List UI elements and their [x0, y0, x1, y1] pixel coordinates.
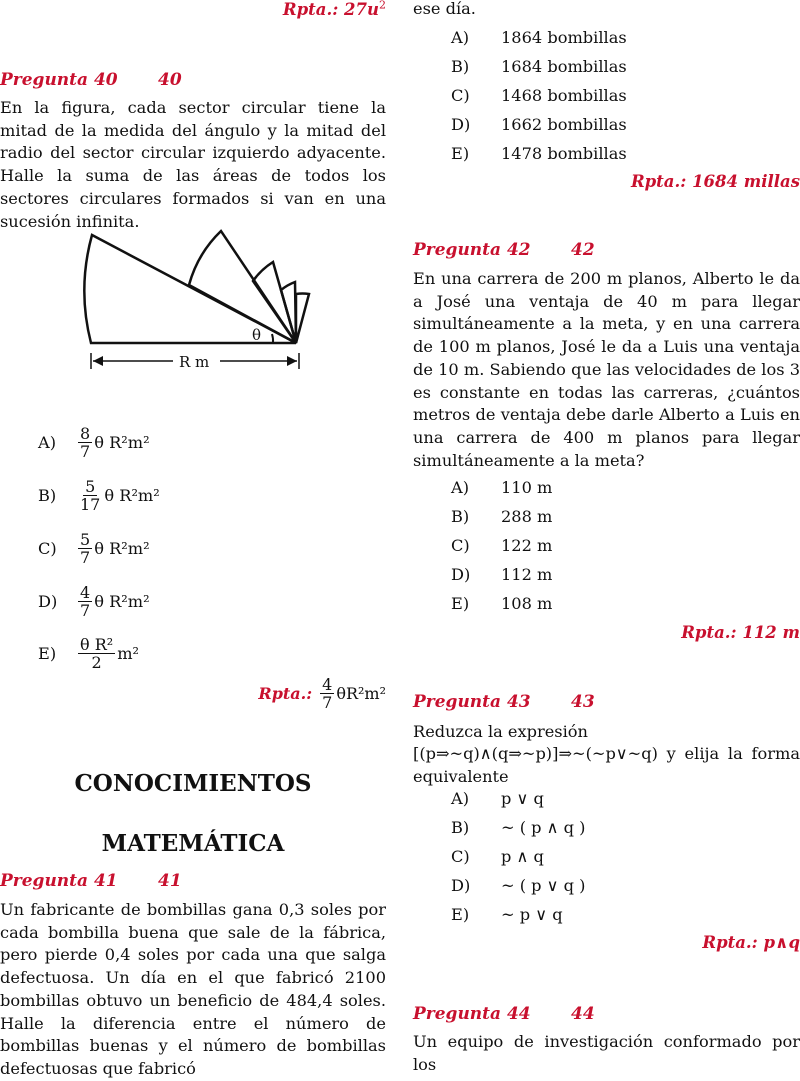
- top-answer: Rpta.: $27u^2$: [282, 0, 386, 19]
- option-b: B) 1684 bombillas: [451, 57, 627, 76]
- question-40-header: [0, 70, 182, 90]
- heading-conocimientos: CONOCIMIENTOS: [74, 770, 312, 797]
- question-42-header: [413, 240, 595, 260]
- option-c: C) 122 m: [451, 536, 553, 555]
- option-b: B) 288 m: [451, 507, 553, 526]
- question-41-answer: Rpta.: 1684 millas: [630, 172, 800, 191]
- option-c: C) $\frac{5}{7}$ θ R²m²: [38, 530, 150, 567]
- heading-matematica: MATEMÁTICA: [101, 830, 285, 857]
- question-43-text-1: Reduzca la expresión: [413, 722, 588, 741]
- question-41-text: Un fabricante de bombillas gana 0,3 soles por cada bombilla buena que sale de la fábrica, pero pierde 0,4 soles por cada una que salga defectuosa. Un día en el que fabricó 2100 bombillas obtuvo un beneficio de 484,4 soles. Halle la diferencia entre el número de bombillas buenas y el número de bombillas defectuosas que fabricó: [0, 900, 386, 1078]
- option-d: D) 1662 bombillas: [451, 115, 627, 134]
- radius-label: R m: [179, 353, 210, 371]
- question-number: 40: [158, 70, 182, 90]
- question-41-continuation: ese día.: [413, 0, 476, 18]
- question-44-header: [413, 1004, 595, 1024]
- question-number: 42: [571, 240, 595, 260]
- option-a: A) p ∨ q: [451, 789, 544, 808]
- question-42-answer: Rpta.: 112 m: [681, 623, 800, 642]
- option-a: A) $\frac{8}{7}$ θ R²m²: [38, 424, 150, 461]
- option-d: D) $\frac{4}{7}$ θ R²m²: [38, 583, 150, 620]
- sector-5: [296, 293, 309, 343]
- question-label: Pregunta 43: [413, 692, 531, 712]
- option-a: A) 110 m: [451, 478, 553, 497]
- option-a: A) 1864 bombillas: [451, 28, 627, 47]
- option-d: D) 112 m: [451, 565, 553, 584]
- question-42-options: [451, 478, 552, 623]
- option-e: E) 1478 bombillas: [451, 144, 627, 163]
- question-40-answer: Rpta.: $\frac{4}{7}$ θR²m²: [258, 675, 386, 712]
- theta-label: θ: [252, 326, 262, 344]
- option-c: C) p ∧ q: [451, 847, 544, 866]
- question-40-text: En la figura, cada sector circular tiene la mitad de la medida del ángulo y la mitad del radio del sector circular izquierdo adyacente. Halle la suma de las áreas de todos los sectores circulares formados si van en una sucesión infinita.: [0, 98, 386, 231]
- option-b: B) ~ ( p ∧ q ): [451, 818, 586, 837]
- question-label: Pregunta 44: [413, 1004, 531, 1024]
- question-41-options: [451, 28, 627, 173]
- question-label: Pregunta 42: [413, 240, 531, 260]
- question-number: 44: [571, 1004, 595, 1024]
- option-e: E) ~ p ∨ q: [451, 905, 563, 924]
- question-number: 43: [571, 692, 595, 712]
- option-e: E) $\frac{\text{θ R²}}{2}$ m²: [38, 635, 140, 672]
- question-label: Pregunta 40: [0, 70, 118, 90]
- question-43-text-2: [(p⇒~q)∧(q⇒~p)]⇒~(~p∨~q) y elija la forma equivalente: [413, 744, 800, 786]
- question-43-header: [413, 692, 595, 712]
- question-41-header: [0, 871, 182, 891]
- option-e: E) 108 m: [451, 594, 553, 613]
- question-number: 41: [158, 871, 182, 891]
- option-b: B) $\frac{5}{17}$ θ R²m²: [38, 477, 160, 514]
- question-42-text: En una carrera de 200 m planos, Alberto le da a José una ventaja de 40 m para llegar simultáneamente a la meta, y en una carrera de 100 m planos, José le da a Luis una ventaja de 10 m. Sabiendo que las velocidades de los 3 es constante en todas las carreras, ¿cuántos metros de ventaja debe darle Alberto a Luis en una carrera de 400 m planos para llegar simultáneamente a la meta?: [413, 269, 800, 470]
- question-43-options: [451, 789, 586, 934]
- question-label: Pregunta 41: [0, 871, 118, 891]
- sectors-figure: [55, 222, 325, 372]
- option-d: D) ~ ( p ∨ q ): [451, 876, 586, 895]
- question-43-answer: Rpta.: p∧q: [702, 933, 800, 952]
- question-44-text: Un equipo de investigación conformado por los: [413, 1032, 800, 1074]
- option-c: C) 1468 bombillas: [451, 86, 627, 105]
